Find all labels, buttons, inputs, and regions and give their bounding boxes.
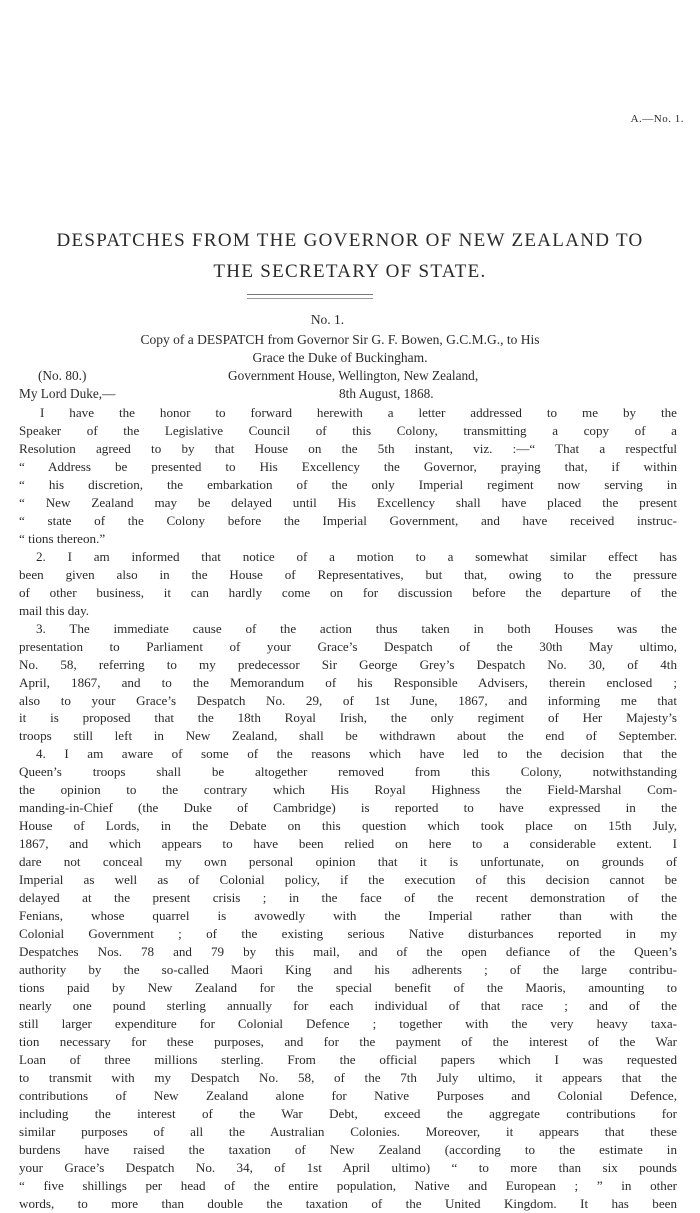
body-line: Loan of three millions sterling. From the official papers which I was requested	[19, 1051, 677, 1067]
letter-date: 8th August, 1868.	[339, 386, 434, 401]
body-line: dare not conceal my own personal opinion that it is unfortunate, on grounds of	[19, 854, 677, 870]
body-line: “ tions thereon.”	[19, 530, 106, 546]
salutation: My Lord Duke,—	[19, 386, 116, 401]
body-line: 2. I am informed that notice of a motion to a somewhat similar effect has	[36, 548, 677, 564]
body-line: words, to more than double the taxation of the United Kingdom. It has been	[19, 1195, 677, 1211]
body-line: Resolution agreed to by that House on the 5th instant, viz. :—“ That a respectful	[19, 440, 677, 456]
document-title-line-1: DESPATCHES FROM THE GOVERNOR OF NEW ZEALAND TO	[56, 230, 644, 251]
title-divider-secondary	[247, 298, 373, 300]
body-line: manding-in-Chief (the Duke of Cambridge) is reported to have expressed in the	[19, 800, 677, 816]
body-line: tions paid by New Zealand for the special benefit of the Maoris, amounting to	[19, 980, 677, 996]
body-line: “ five shillings per head of the entire population, Native and European ; ” in other	[19, 1177, 677, 1193]
body-line: to transmit with my Despatch No. 58, of the 7th July ultimo, it appears that the	[19, 1069, 677, 1085]
body-line: Queen’s troops shall be altogether removed from this Colony, notwithstanding	[19, 764, 677, 780]
body-line: Speaker of the Legislative Council of this Colony, transmitting a copy of a	[19, 422, 677, 438]
body-line: “ state of the Colony before the Imperial Government, and have received instruc-	[19, 512, 677, 528]
despatch-reference-number: (No. 80.)	[38, 368, 87, 383]
body-line: of other business, it can hardly come on for discussion before the departure of the	[19, 584, 677, 600]
body-line: April, 1867, and to the Memorandum of his Responsible Advisers, therein enclosed ;	[19, 674, 677, 690]
document-reference: A.—No. 1.	[630, 113, 684, 125]
body-line: 4. I am aware of some of the reasons which have led to the decision that the	[36, 746, 677, 762]
despatch-number: No. 1.	[310, 312, 345, 327]
title-divider	[247, 294, 373, 296]
body-line: burdens have raised the taxation of New Zealand (according to the estimate in	[19, 1141, 677, 1157]
body-line: “ Address be presented to His Excellency the Governor, praying that, if within	[19, 458, 677, 474]
body-line: nearly one pound sterling annually for each individual of that race ; and of the	[19, 998, 677, 1013]
body-line: tion necessary for these purposes, and for the payment of the interest of the War	[19, 1033, 677, 1049]
body-line: mail this day.	[19, 602, 90, 618]
body-line: authority by the so-called Maori King and his adherents ; of the large contribu-	[19, 962, 677, 978]
body-line: including the interest of the War Debt, exceed the aggregate contributions for	[19, 1105, 677, 1121]
body-line: your Grace’s Despatch No. 34, of 1st April ultimo) “ to more than six pounds	[19, 1159, 677, 1175]
body-line: Imperial as well as of Colonial policy, if the execution of this decision cannot be	[19, 872, 677, 888]
body-line: Fenians, whose quarrel is avowedly with the Imperial rather than with the	[19, 908, 677, 924]
body-line: 3. The immediate cause of the action thus taken in both Houses was the	[36, 620, 677, 636]
document-title-line-2: THE SECRETARY OF STATE.	[213, 261, 487, 282]
body-line: No. 58, referring to my predecessor Sir George Grey’s Despatch No. 30, of 4th	[19, 656, 677, 672]
despatch-heading-line-1: Copy of a DESPATCH from Governor Sir G. F. Bowen, G.C.M.G., to His	[140, 332, 540, 347]
body-line: 1867, and which appears to have been relied on here to a considerable extent. I	[19, 836, 677, 852]
body-line: it is proposed that the 18th Royal Irish, the only regiment of Her Majesty’s	[19, 710, 677, 726]
body-line: “ his discretion, the embarkation of the only Imperial regiment now serving in	[19, 476, 677, 492]
body-line: House of Lords, in the Debate on this question which took place on 15th July,	[19, 818, 677, 834]
body-line: the opinion to the contrary which His Royal Highness the Field-Marshal Com-	[19, 782, 677, 798]
body-line: “ New Zealand may be delayed until His Excellency shall have placed the present	[19, 494, 677, 510]
body-line: been given also in the House of Representatives, but that, owing to the pressure	[19, 566, 677, 582]
body-line: also to your Grace’s Despatch No. 29, of 1st June, 1867, and informing me that	[19, 692, 677, 708]
body-line: contributions of New Zealand alone for Native Purposes and Colonial Defence,	[19, 1087, 677, 1103]
body-line: delayed at the present crisis ; in the face of the recent demonstration of the	[19, 890, 677, 906]
body-line: troops still left in New Zealand, shall be withdrawn about the end of September.	[19, 728, 677, 744]
sender-address: Government House, Wellington, New Zealand,	[228, 368, 479, 383]
body-line: presentation to Parliament of your Grace’s Despatch of the 30th May ultimo,	[19, 638, 677, 654]
body-line: similar purposes of all the Australian Colonies. Moreover, it appears that these	[19, 1123, 677, 1139]
body-line: I have the honor to forward herewith a letter addressed to me by the	[40, 405, 677, 420]
despatch-heading-line-2: Grace the Duke of Buckingham.	[252, 350, 428, 365]
body-line: Colonial Government ; of the existing serious Native disturbances reported in my	[19, 926, 677, 942]
body-line: still larger expenditure for Colonial Defence ; together with the very heavy taxa-	[19, 1015, 677, 1031]
body-line: Despatches Nos. 78 and 79 by this mail, and of the open defiance of the Queen’s	[19, 944, 677, 960]
